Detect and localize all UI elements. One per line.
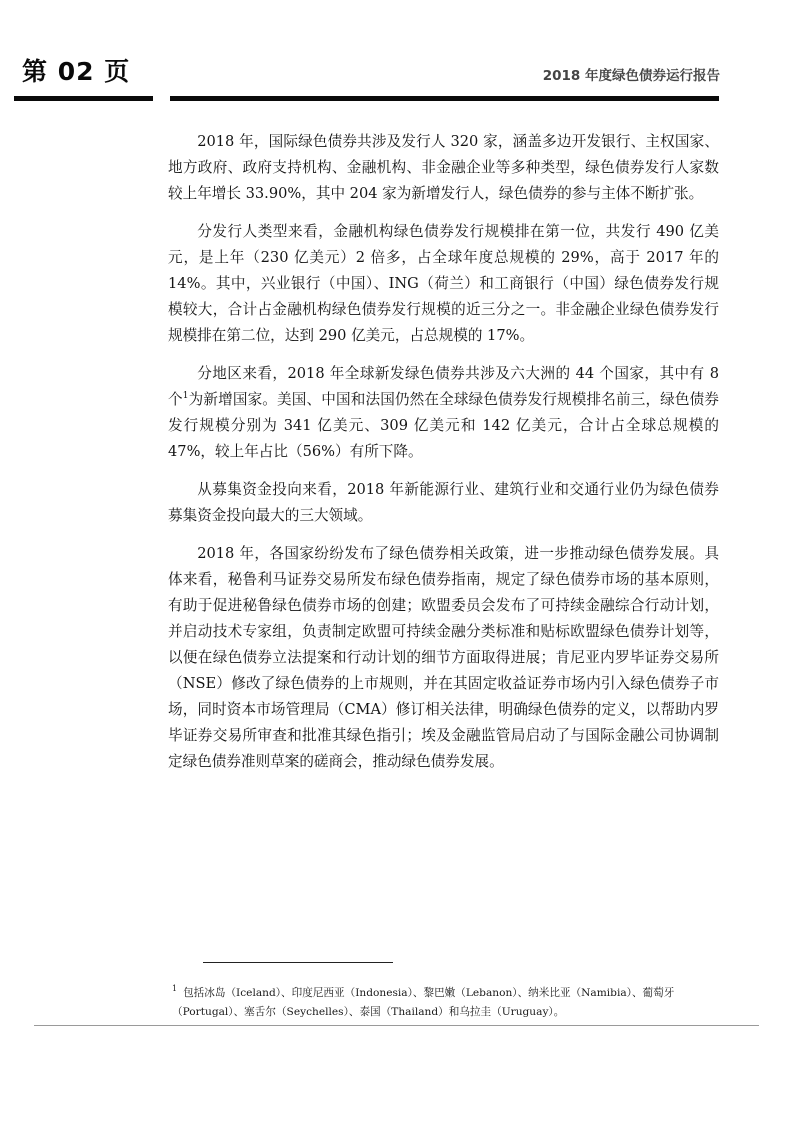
- footnote-mark: 1: [172, 984, 178, 994]
- paragraph-fund-use: 从募集资金投向来看，2018 年新能源行业、建筑行业和交通行业仍为绿色债券募集资金投向最大的三大领域。: [168, 481, 719, 524]
- region-text-before: 分地区来看，2018 年全球新发绿色债券共涉及六大洲的 44 个国家，其中有 8 个: [168, 365, 719, 408]
- header-rule-left: [14, 96, 153, 101]
- region-text-after: 为新增国家。美国、中国和法国仍然在全球绿色债券发行规模排名前三，绿色债券发行规模分别为 341 亿美元、309 亿美元和 142 亿美元，合计占全球总规模的 47%，较上年占比（56%）有所下降。: [168, 391, 719, 460]
- footnote: [172, 984, 724, 1022]
- report-title: 2018 年度绿色债券运行报告: [542, 68, 720, 84]
- footnote-reference[interactable]: 1: [182, 391, 189, 402]
- page-number: 第 02 页: [22, 57, 131, 86]
- bottom-rule: [34, 1025, 759, 1026]
- paragraph-regions: [168, 361, 719, 465]
- header-rule-right: [170, 96, 719, 101]
- body-text: [168, 129, 719, 787]
- footnote-rule: [203, 962, 393, 963]
- footnote-text: 包括冰岛（Iceland）、印度尼西亚（Indonesia）、黎巴嫩（Lebanon）、纳米比亚（Namibia）、葡萄牙（Portugal）、塞舌尔（Seychelles）、泰国（Thailand）和乌拉圭（Uruguay）。: [172, 987, 675, 1018]
- paragraph-issuers: 2018 年，国际绿色债券共涉及发行人 320 家，涵盖多边开发银行、主权国家、地方政府、政府支持机构、金融机构、非金融企业等多种类型，绿色债券发行人家数较上年增长 33.90%，其中 204 家为新增发行人，绿色债券的参与主体不断扩张。: [168, 133, 719, 202]
- paragraph-policies: 2018 年，各国家纷纷发布了绿色债券相关政策，进一步推动绿色债券发展。具体来看，秘鲁利马证券交易所发布绿色债券指南，规定了绿色债券市场的基本原则，有助于促进秘鲁绿色债券市场的创建；欧盟委员会发布了可持续金融综合行动计划，并启动技术专家组，负责制定欧盟可持续金融分类标准和贴标欧盟绿色债券计划等，以便在绿色债券立法提案和行动计划的细节方面取得进展；肯尼亚内罗毕证券交易所（NSE）修改了绿色债券的上市规则，并在其固定收益证券市场内引入绿色债券子市场，同时资本市场管理局（CMA）修订相关法律，明确绿色债券的定义，以帮助内罗毕证券交易所审查和批准其绿色指引；埃及金融监管局启动了与国际金融公司协调制定绿色债券准则草案的磋商会，推动绿色债券发展。: [168, 545, 719, 770]
- paragraph-issuer-types: 分发行人类型来看，金融机构绿色债券发行规模排在第一位，共发行 490 亿美元，是上年（230 亿美元）2 倍多，占全球年度总规模的 29%，高于 2017 年的 14%。其中，兴业银行（中国）、ING（荷兰）和工商银行（中国）绿色债券发行规模较大，合计占金融机构绿色债券发行规模的近三分之一。非金融企业绿色债券发行规模排在第二位，达到 290 亿美元，占总规模的 17%。: [168, 223, 719, 344]
